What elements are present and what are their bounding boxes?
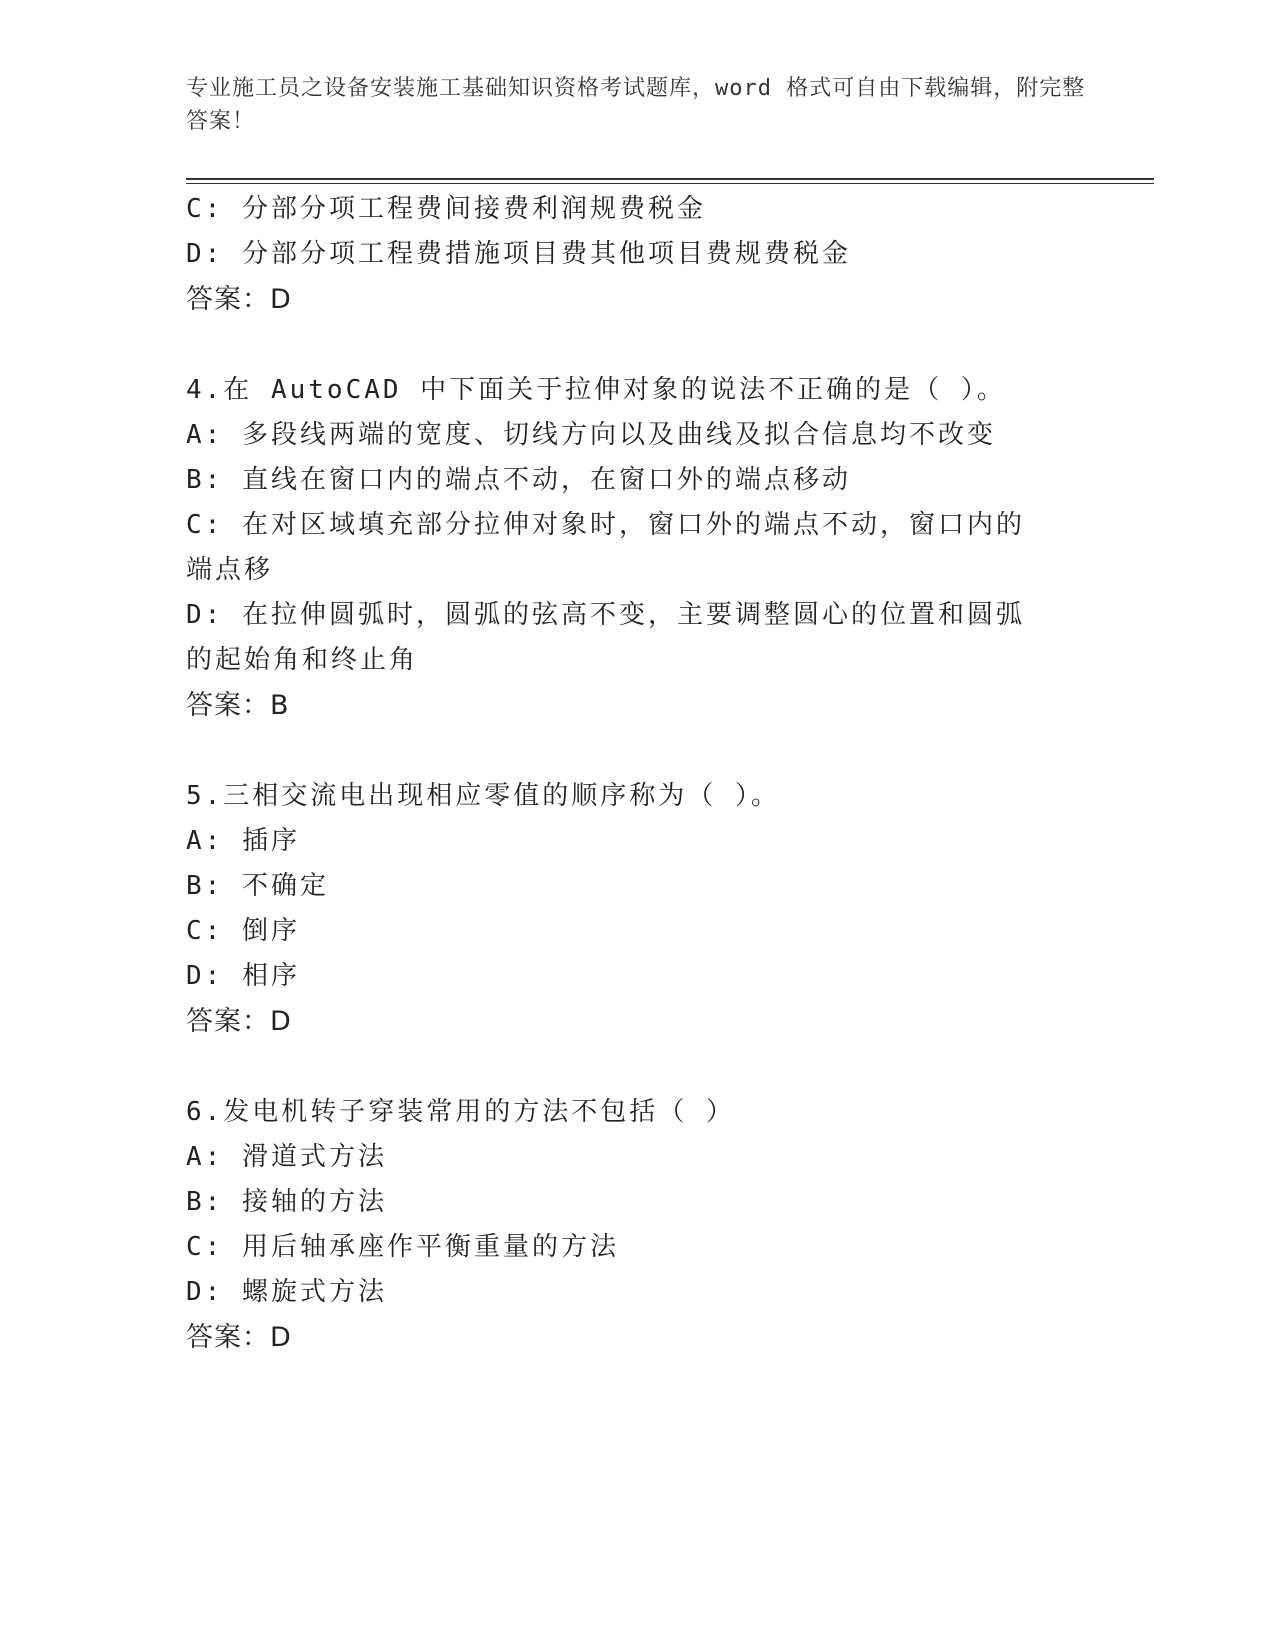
question-text: 5.三相交流电出现相应零值的顺序称为（ ）。 <box>186 781 780 811</box>
option-d: D: 螺旋式方法 <box>186 1277 387 1307</box>
question-text: 4.在 AutoCAD 中下面关于拉伸对象的说法不正确的是（ ）。 <box>186 375 1006 405</box>
option-b: B: 不确定 <box>186 871 329 901</box>
question-list <box>186 187 1086 1361</box>
option-d: D: 在拉伸圆弧时，圆弧的弦高不变，主要调整圆心的位置和圆弧的起始角和终止角 <box>186 600 1025 675</box>
option-c: C: 在对区域填充部分拉伸对象时，窗口外的端点不动，窗口内的端点移 <box>186 510 1025 585</box>
question-text: 6.发电机转子穿装常用的方法不包括（ ） <box>186 1097 735 1127</box>
option-b: B: 直线在窗口内的端点不动，在窗口外的端点移动 <box>186 465 851 495</box>
option-a: A: 插序 <box>186 826 300 856</box>
option-a: A: 滑道式方法 <box>186 1142 387 1172</box>
header-rule-thick <box>186 178 1154 180</box>
spacer <box>186 323 1086 368</box>
question-block-4 <box>186 368 1086 729</box>
document-header: 专业施工员之设备安装施工基础知识资格考试题库，word 格式可自由下载编辑，附完整答案！ <box>186 76 1086 134</box>
header-rule-thin <box>186 183 1154 184</box>
option-d: D: 分部分项工程费措施项目费其他项目费规费税金 <box>186 239 851 269</box>
spacer <box>186 729 1086 774</box>
question-block-3 <box>186 187 1086 323</box>
answer: 答案：D <box>186 1006 292 1037</box>
option-a: A: 多段线两端的宽度、切线方向以及曲线及拟合信息均不改变 <box>186 420 996 450</box>
option-b: B: 接轴的方法 <box>186 1187 387 1217</box>
question-block-5 <box>186 774 1086 1045</box>
option-d: D: 相序 <box>186 961 300 991</box>
option-c: C: 倒序 <box>186 916 300 946</box>
option-c: C: 分部分项工程费间接费利润规费税金 <box>186 194 706 224</box>
spacer <box>186 1045 1086 1090</box>
answer: 答案：D <box>186 284 292 315</box>
question-block-6 <box>186 1090 1086 1361</box>
answer: 答案：B <box>186 690 290 721</box>
answer: 答案：D <box>186 1322 292 1353</box>
option-c: C: 用后轴承座作平衡重量的方法 <box>186 1232 619 1262</box>
